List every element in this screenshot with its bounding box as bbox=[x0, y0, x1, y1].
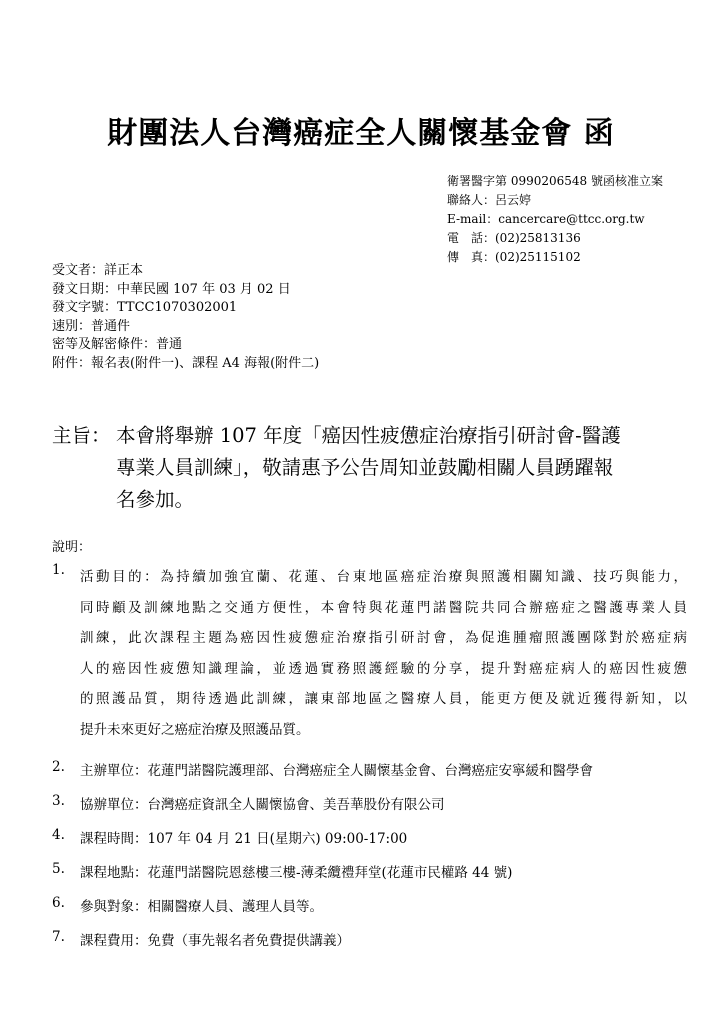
contact-phone: 電 話：(02)25813136 bbox=[447, 231, 581, 245]
subject-text bbox=[116, 420, 692, 516]
contact-email: E-mail：cancercare@ttcc.org.tw bbox=[447, 212, 645, 226]
item-text: 課程時間：107 年 04 月 21 日(星期六) 09:00-17:00 bbox=[80, 831, 408, 847]
subject-section bbox=[52, 420, 692, 516]
subject-label: 主旨： bbox=[52, 424, 111, 447]
contact-fax: 傳 真：(02)25115102 bbox=[447, 250, 581, 264]
list-item bbox=[52, 861, 687, 881]
explanation-list bbox=[52, 562, 687, 963]
item-text: 協辦單位：台灣癌症資訊全人關懷協會、美吾華股份有限公司 bbox=[80, 797, 445, 813]
item-text: 課程費用：免費（事先報名者免費提供講義） bbox=[80, 933, 350, 949]
item-number: 2. bbox=[52, 759, 65, 775]
subject-line: 本會將舉辦 107 年度「癌因性疲憊症治療指引研討會-醫護 bbox=[116, 424, 621, 447]
item-number: 5. bbox=[52, 861, 65, 877]
item-number: 4. bbox=[52, 827, 65, 843]
item-line: 活動目的：為持續加強宜蘭、花蓮、台東地區癌症治療與照護相關知識、技巧與能力， bbox=[80, 569, 687, 585]
attachments: 附件：報名表(附件一)、課程 A4 海報(附件二) bbox=[52, 355, 320, 371]
delivery-speed: 速別：普通件 bbox=[52, 318, 131, 334]
item-line: 提升未來更好之癌症治療及照護品質。 bbox=[80, 721, 310, 738]
permit-number: 衛署醫字第 0990206548 號函核准立案 bbox=[447, 174, 663, 188]
issue-date: 發文日期：中華民國 107 年 03 月 02 日 bbox=[52, 281, 291, 297]
list-item bbox=[52, 759, 687, 779]
list-item bbox=[52, 562, 687, 745]
item-line: 人的癌因性疲憊知識理論，並透過實務照護經驗的分享，提升對癌症病人的癌因性疲憊 bbox=[80, 660, 687, 677]
item-text: 課程地點：花蓮門諾醫院恩慈樓三樓-薄柔纜禮拜堂(花蓮市民權路 44 號) bbox=[80, 865, 513, 881]
contact-block bbox=[447, 172, 663, 267]
list-item bbox=[52, 895, 687, 915]
subject-line: 專業人員訓練」，敬請惠予公告周知並鼓勵相關人員踴躍報 bbox=[116, 456, 614, 479]
item-line: 同時顧及訓練地點之交通方便性，本會特與花蓮門諾醫院共同合辦癌症之醫護專業人員 bbox=[80, 599, 687, 616]
item-number: 7. bbox=[52, 929, 65, 945]
subject-line: 名參加。 bbox=[116, 488, 195, 511]
item-number: 3. bbox=[52, 793, 65, 809]
list-item bbox=[52, 793, 687, 813]
explanation-label: 說明： bbox=[52, 540, 92, 555]
contact-person: 聯絡人：呂云婷 bbox=[447, 193, 532, 207]
document-number: 發文字號：TTCC1070302001 bbox=[52, 300, 238, 315]
item-text: 主辦單位：花蓮門諾醫院護理部、台灣癌症全人關懷基金會、台灣癌症安寧緩和醫學會 bbox=[80, 763, 593, 779]
document-title: 財團法人台灣癌症全人關懷基金會 函 bbox=[107, 116, 615, 151]
item-line: 訓練，此次課程主題為癌因性疲憊症治療指引研討會，為促進腫瘤照護團隊對於癌症病 bbox=[80, 630, 687, 646]
item-number: 6. bbox=[52, 895, 65, 911]
item-text bbox=[80, 562, 687, 745]
item-text: 參與對象：相關醫療人員、護理人員等。 bbox=[80, 899, 323, 915]
document-meta bbox=[52, 262, 319, 373]
list-item bbox=[52, 929, 687, 949]
list-item bbox=[52, 827, 687, 847]
item-number: 1. bbox=[52, 562, 65, 578]
item-line: 的照護品質，期待透過此訓練，讓東部地區之醫療人員，能更方便及就近獲得新知，以 bbox=[80, 691, 687, 707]
recipient: 受文者：詳正本 bbox=[52, 263, 144, 278]
secrecy-level: 密等及解密條件：普通 bbox=[52, 337, 183, 352]
